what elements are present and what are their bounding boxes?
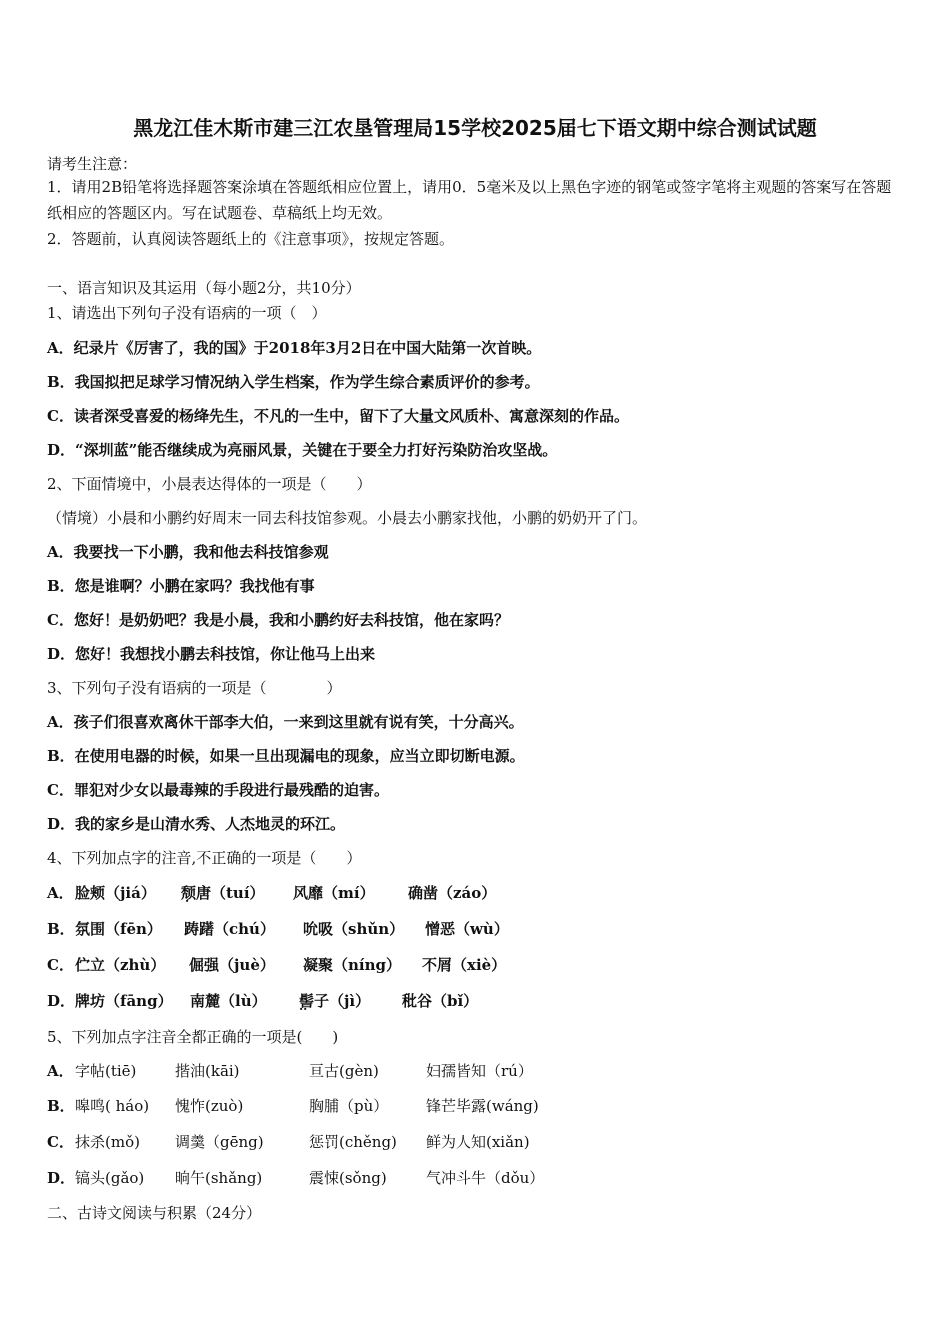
q2-context: （情境）小晨和小鹏约好周末一同去科技馆参观。小晨去小鹏家找他，小鹏的奶奶开了门。 [47, 509, 648, 527]
q3-option-d: D．我的家乡是山清水秀、人杰地灵的环江。 [47, 815, 346, 833]
page-title: 黑龙江佳木斯市建三江农垦管理局15学校2025届七下语文期中综合测试试题 [133, 116, 817, 140]
q5-option-item: 晌午(shǎng) [175, 1169, 263, 1187]
q5-option-label: B． [47, 1097, 75, 1115]
q4-option-item: 凝聚（níng） [303, 956, 401, 974]
q2-option-c: C．您好！是奶奶吧？我是小晨，我和小鹏约好去科技馆，他在家吗？ [47, 611, 509, 629]
q5-option-item: 字帖(tiē) [75, 1062, 137, 1080]
q4-option-item: 踌躇（chú） [184, 920, 275, 938]
q4-option-item: 风靡（mí） [293, 884, 375, 902]
q4-option-label: D． [47, 992, 76, 1010]
q1-stem: 1、请选出下列句子没有语病的一项（ ） [47, 304, 327, 322]
q5-option-item: 亘古(gèn) [309, 1062, 379, 1080]
q5-option-item: 鲜为人知(xiǎn) [426, 1133, 530, 1151]
q5-option-item: 胸脯（pù） [309, 1097, 389, 1115]
q1-option-a: A．纪录片《厉害了，我的国》于2018年3月2日在中国大陆第一次首映。 [47, 339, 542, 357]
q4-option-label: A． [47, 884, 74, 902]
q2-option-d: D．您好！我想找小鹏去科技馆，你让他马上出来 [47, 645, 376, 663]
q4-option-item: 脸颊（jiá） [75, 884, 156, 902]
q5-option-item: 嗥鸣( háo) [75, 1097, 150, 1115]
q1-option-c: C．读者深受喜爱的杨绛先生，不凡的一生中，留下了大量文风质朴、寓意深刻的作品。 [47, 407, 629, 425]
q5-option-item: 气冲斗牛（dǒu） [426, 1169, 545, 1187]
q2-stem: 2、下面情境中，小晨表达得体的一项是（ ） [47, 475, 372, 493]
q3-option-c: C．罪犯对少女以最毒辣的手段进行最残酷的迫害。 [47, 781, 389, 799]
q5-option-label: A． [47, 1062, 74, 1080]
q4-option-item: 牌坊（fāng） [75, 992, 173, 1010]
q4-option-item: 髻子（jì） ·· [299, 990, 370, 1011]
q4-option-item: 伫立（zhù） [75, 956, 166, 974]
q5-stem: 5、下列加点字注音全都正确的一项是( ) [47, 1028, 339, 1046]
q5-option-item: 惩罚(chěng) [309, 1133, 397, 1151]
q4-stem: 4、下列加点字的注音,不正确的一项是（ ） [47, 849, 362, 867]
q5-option-item: 愧怍(zuò) [175, 1097, 244, 1115]
q5-option-item: 抹杀(mǒ) [75, 1133, 140, 1151]
q5-option-item: 锋芒毕露(wáng) [426, 1097, 539, 1115]
q5-option-item: 调羹（gēng) [175, 1133, 264, 1151]
q4-option-item: 南麓（lù） [190, 992, 267, 1010]
q1-option-d: D．“深圳蓝”能否继续成为亮丽风景，关键在于要全力打好污染防治攻坚战。 [47, 441, 558, 459]
q5-option-item: 震悚(sǒng) [309, 1169, 387, 1187]
q4-option-item: 憎恶（wù） [425, 920, 509, 938]
q2-option-a: A．我要找一下小鹏，我和他去科技馆参观 [47, 543, 329, 561]
q4-option-item: 不屑（xiè） [422, 956, 507, 974]
q4-option-item: 秕谷（bǐ） [402, 992, 479, 1010]
q1-option-b: B．我国拟把足球学习情况纳入学生档案，作为学生综合素质评价的参考。 [47, 373, 540, 391]
q5-option-item: 妇孺皆知（rú） [426, 1062, 533, 1080]
q3-option-b: B．在使用电器的时候，如果一旦出现漏电的现象，应当立即切断电源。 [47, 747, 525, 765]
notice-item-2: 2．答题前，认真阅读答题纸上的《注意事项》，按规定答题。 [47, 230, 455, 248]
q5-option-label: D． [47, 1169, 76, 1187]
q5-option-label: C． [47, 1133, 74, 1151]
q5-option-item: 镐头(gǎo) [75, 1169, 145, 1187]
section-2-heading: 二、古诗文阅读与积累（24分） [47, 1204, 262, 1222]
section-1-heading: 一、语言知识及其运用（每小题2分，共10分） [47, 279, 361, 297]
q3-stem: 3、下列句子没有语病的一项是（ ） [47, 679, 342, 697]
q3-option-a: A．孩子们很喜欢离休干部李大伯，一来到这里就有说有笑，十分高兴。 [47, 713, 524, 731]
q4-option-item: 确凿（záo） [408, 884, 497, 902]
notice-item-1: 1．请用2B铅笔将选择题答案涂填在答题纸相应位置上，请用0．5毫米及以上黑色字迹的钢笔或签字笔将主观题的答案写在答题纸相应的答题区内。写在试题卷、草稿纸上均无效。 [47, 178, 892, 222]
q4-option-item: 倔强（juè） [189, 956, 275, 974]
q4-option-item: 吮吸（shǔn） [303, 920, 405, 938]
q5-option-item: 揩油(kāi) [175, 1062, 240, 1080]
q4-option-item: 氛围（fēn） [75, 920, 162, 938]
q4-option-label: B． [47, 920, 75, 938]
q2-option-b: B．您是谁啊？小鹏在家吗？我找他有事 [47, 577, 315, 595]
q4-option-label: C． [47, 956, 74, 974]
notice-heading: 请考生注意： [47, 155, 138, 173]
q4-option-item: 颓唐（tuí） · [181, 882, 265, 903]
